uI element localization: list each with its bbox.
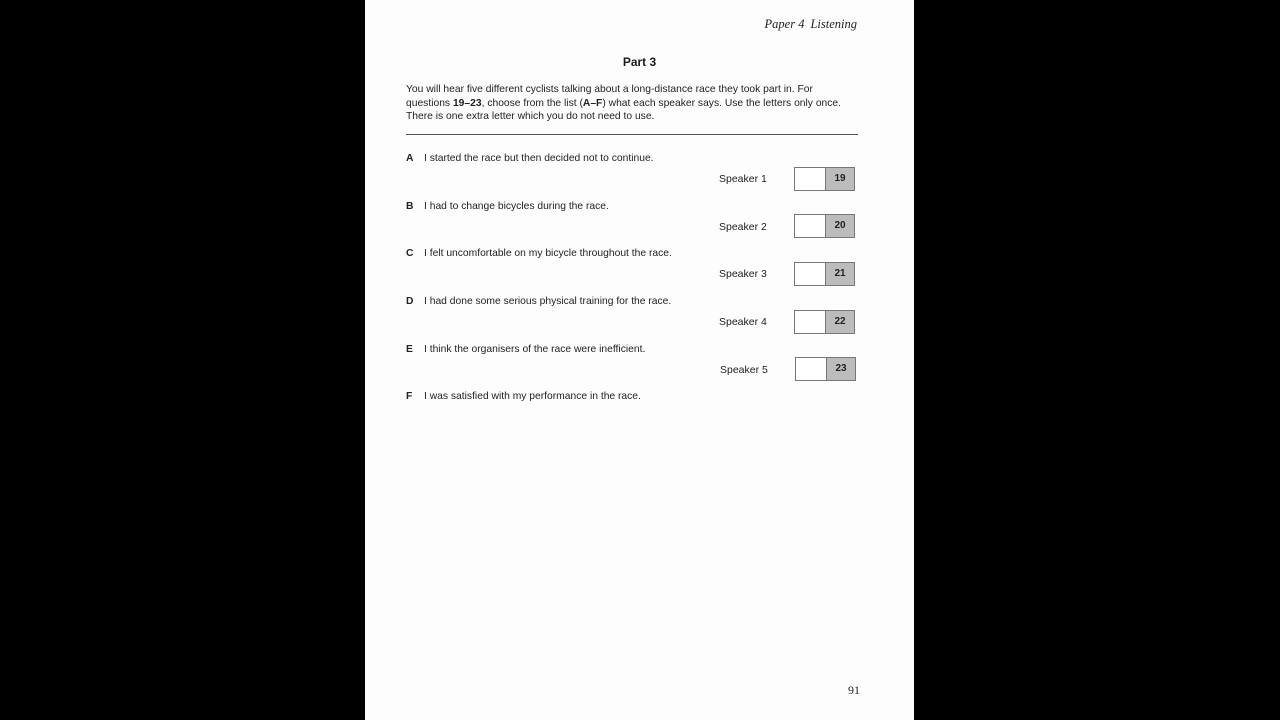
option-letter: E xyxy=(406,344,413,355)
instructions xyxy=(406,83,858,124)
question-number: 19 xyxy=(825,168,854,190)
speaker-3-label: Speaker 3 xyxy=(719,268,767,280)
page-number: 91 xyxy=(848,683,860,697)
instructions-rest: ) what each speaker says. Use the letters only once. There is one extra letter which you do not need to use. xyxy=(406,97,842,123)
option-text: I was satisfied with my performance in the race. xyxy=(424,391,641,402)
speaker-4-label: Speaker 4 xyxy=(719,316,767,328)
answer-box-22[interactable] xyxy=(794,310,855,334)
option-a xyxy=(406,153,654,164)
running-header xyxy=(765,17,857,32)
option-letter: D xyxy=(406,296,414,307)
option-b xyxy=(406,201,609,212)
option-f xyxy=(406,391,641,402)
answer-box-19[interactable] xyxy=(794,167,855,191)
header-paper: Paper 4 xyxy=(764,17,805,31)
option-letter: B xyxy=(406,201,414,212)
answer-box-21[interactable] xyxy=(794,262,855,286)
option-text: I think the organisers of the race were inefficient. xyxy=(424,344,646,355)
speaker-2-label: Speaker 2 xyxy=(719,221,767,233)
letter-range: A–F xyxy=(582,97,603,109)
answer-box-20[interactable] xyxy=(794,214,855,238)
answer-box-23[interactable] xyxy=(795,357,856,381)
option-c xyxy=(406,248,672,259)
option-d xyxy=(406,296,671,307)
part-title: Part 3 xyxy=(622,55,657,69)
instructions-mid: , choose from the list ( xyxy=(481,97,583,109)
speaker-1-label: Speaker 1 xyxy=(719,173,767,185)
divider xyxy=(406,134,858,135)
question-number: 20 xyxy=(825,215,854,237)
option-letter: F xyxy=(406,391,413,402)
document-page xyxy=(365,0,914,720)
option-letter: C xyxy=(406,248,414,259)
instructions-intro: You will hear five different cyclists talking about a long-distance race they took part in. For questions xyxy=(406,84,813,109)
question-number: 22 xyxy=(825,311,854,333)
option-e xyxy=(406,344,645,355)
option-letter: A xyxy=(406,153,414,164)
option-text: I started the race but then decided not to continue. xyxy=(424,153,654,164)
option-text: I had to change bicycles during the race. xyxy=(424,201,609,212)
option-text: I had done some serious physical training for the race. xyxy=(424,296,672,307)
option-text: I felt uncomfortable on my bicycle throughout the race. xyxy=(424,248,672,259)
question-number: 23 xyxy=(826,358,855,380)
question-number: 21 xyxy=(825,263,854,285)
question-range: 19–23 xyxy=(452,97,482,109)
speaker-5-label: Speaker 5 xyxy=(720,364,768,376)
header-section: Listening xyxy=(810,17,857,31)
